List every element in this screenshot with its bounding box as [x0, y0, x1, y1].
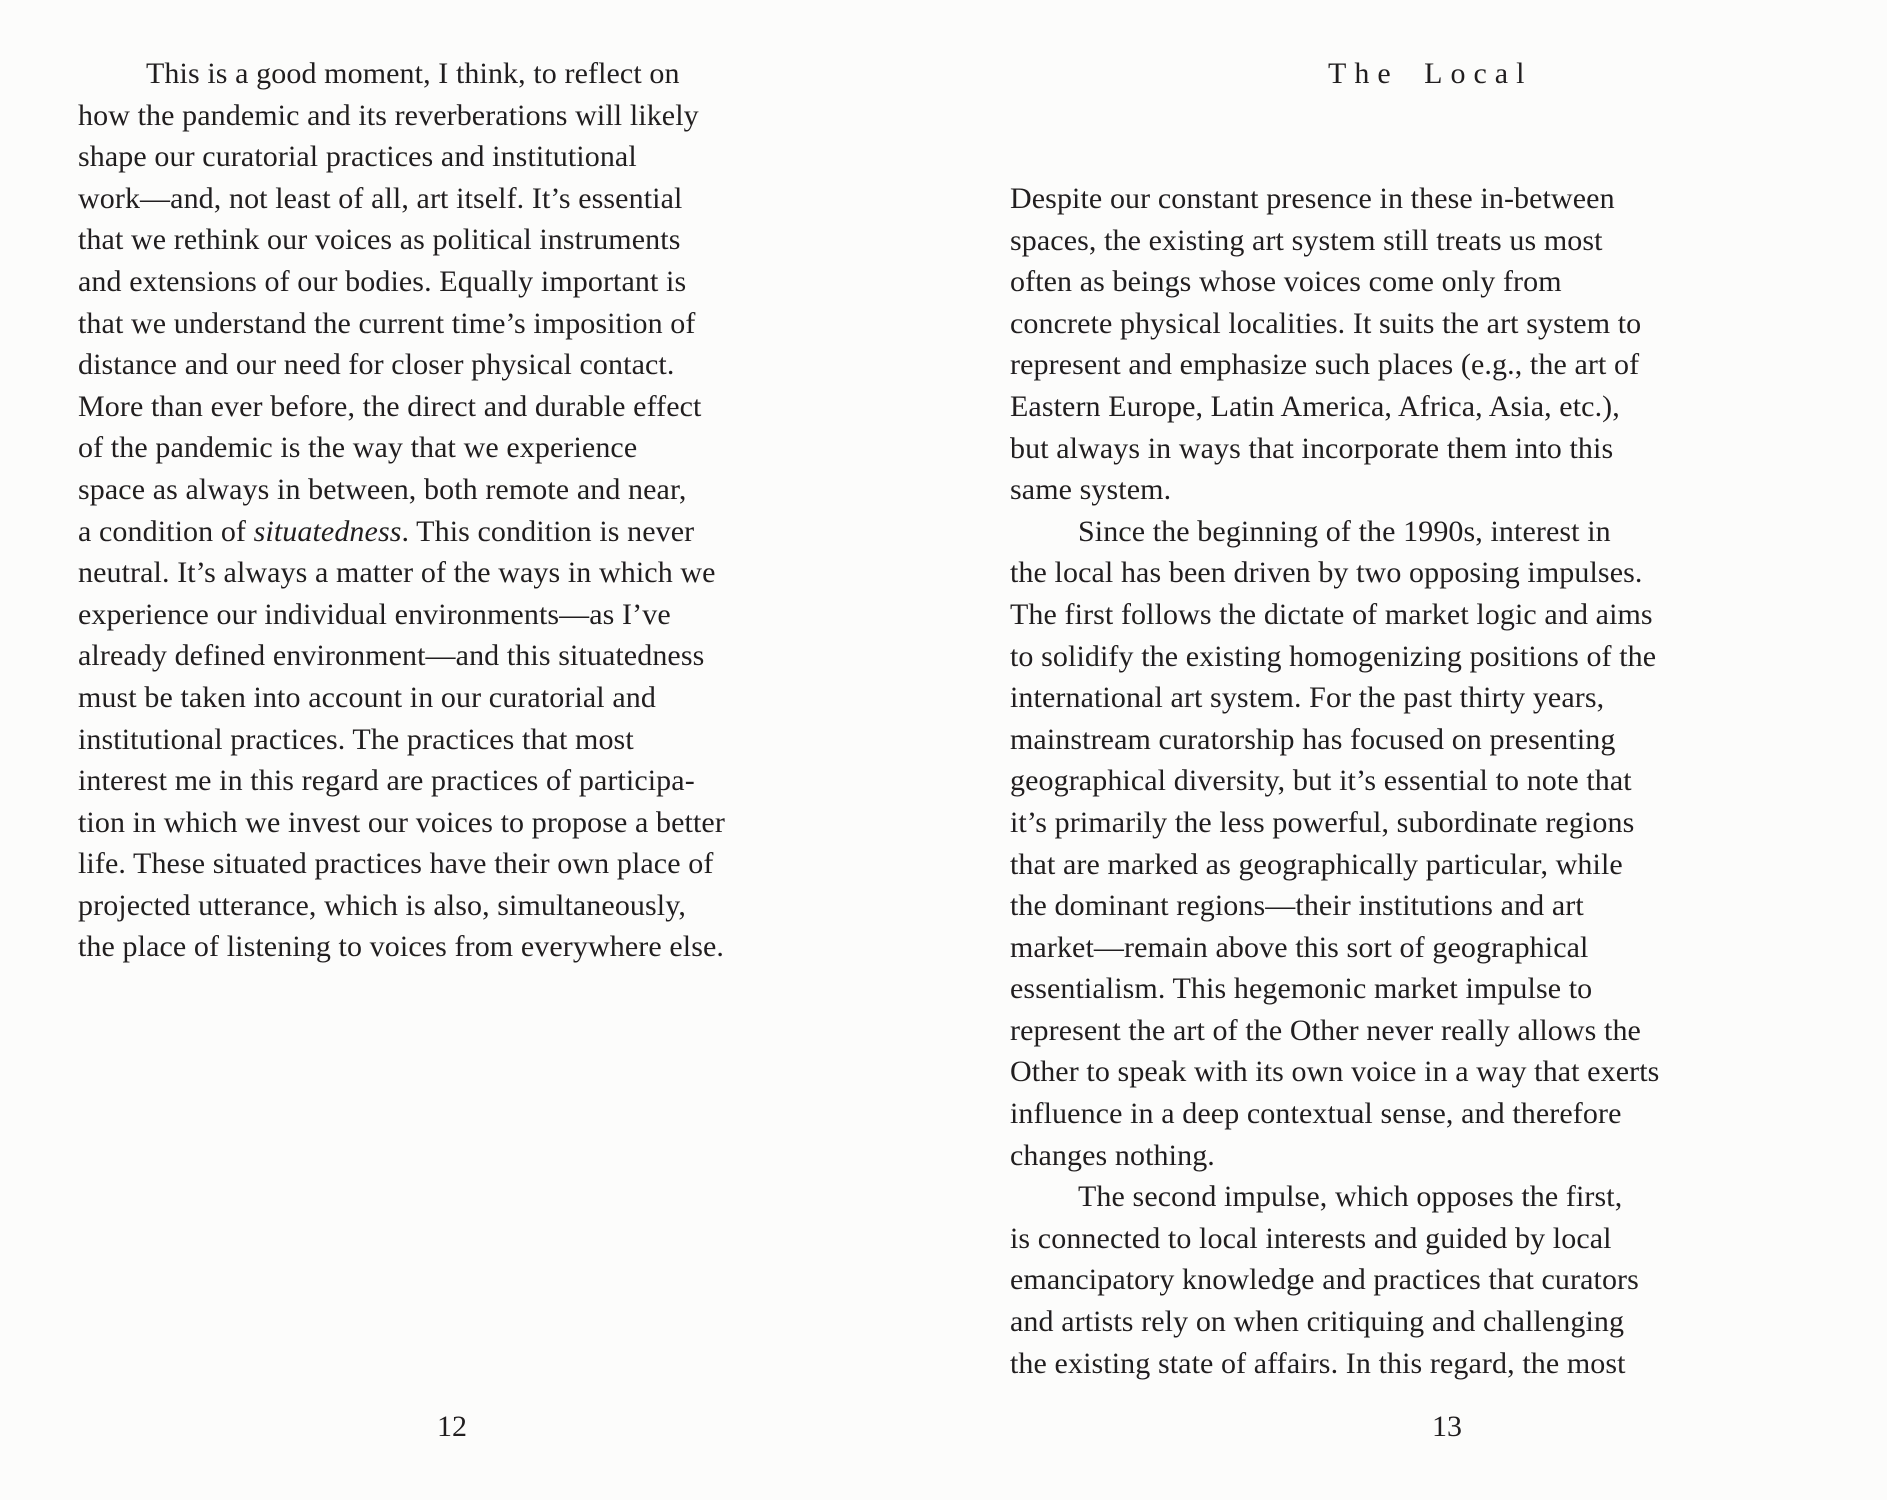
left-page-number: 12 [437, 1410, 467, 1443]
text-run: projected utterance, which is also, simultaneously, [78, 888, 686, 922]
text-run: institutional practices. The practices that most [78, 722, 634, 756]
text-line [1010, 1218, 1659, 1260]
text-line [78, 386, 725, 428]
text-line [1010, 261, 1659, 303]
text-run: the place of listening to voices from everywhere else. [78, 930, 724, 964]
text-line [78, 677, 725, 719]
text-run: More than ever before, the direct and durable effect [78, 389, 702, 423]
running-header: The Local [1328, 57, 1533, 90]
text-run: market—remain above this sort of geographical [1010, 930, 1589, 964]
text-line [78, 511, 725, 553]
text-line [1010, 178, 1659, 220]
text-line [1010, 1093, 1659, 1135]
text-run: represent and emphasize such places (e.g., the art of [1010, 348, 1640, 382]
text-run: spaces, the existing art system still treats us most [1010, 223, 1603, 257]
text-line [1010, 1051, 1659, 1093]
text-run: the existing state of affairs. In this regard, the most [1010, 1346, 1626, 1380]
text-line [1010, 1301, 1659, 1343]
text-run: experience our individual environments—as I’ve [78, 597, 671, 631]
text-line [78, 344, 725, 386]
text-line [1010, 303, 1659, 345]
text-run: shape our curatorial practices and institutional [78, 140, 637, 174]
text-run: essentialism. This hegemonic market impulse to [1010, 972, 1593, 1006]
italic-text-run: situatedness [253, 514, 402, 548]
text-run: the local has been driven by two opposing impulses. [1010, 556, 1643, 590]
text-run: same system. [1010, 473, 1172, 507]
text-line [78, 552, 725, 594]
text-line [78, 219, 725, 261]
text-run: it’s primarily the less powerful, subordinate regions [1010, 805, 1635, 839]
text-line [1010, 1343, 1659, 1385]
text-line [78, 261, 725, 303]
text-run: interest me in this regard are practices of participa- [78, 764, 695, 798]
text-run: The first follows the dictate of market logic and aims [1010, 597, 1653, 631]
text-run: . This condition is never [401, 514, 695, 548]
text-run: concrete physical localities. It suits the art system to [1010, 306, 1642, 340]
text-run: Eastern Europe, Latin America, Africa, Asia, etc.), [1010, 389, 1620, 423]
text-run: geographical diversity, but it’s essential to note that [1010, 764, 1632, 798]
text-line [78, 760, 725, 802]
text-run: represent the art of the Other never really allows the [1010, 1013, 1641, 1047]
right-page-text-column [1010, 178, 1659, 1384]
text-run: tion in which we invest our voices to propose a better [78, 805, 725, 839]
text-line [1010, 719, 1659, 761]
text-line [78, 926, 725, 968]
text-run: that we rethink our voices as political instruments [78, 223, 681, 257]
text-run: to solidify the existing homogenizing positions of the [1010, 639, 1657, 673]
text-run: changes nothing. [1010, 1138, 1215, 1172]
text-run: work—and, not least of all, art itself. It’s essential [78, 181, 683, 215]
text-run: must be taken into account in our curatorial and [78, 680, 656, 714]
text-run: but always in ways that incorporate them into this [1010, 431, 1614, 465]
text-run: and artists rely on when critiquing and challenging [1010, 1305, 1625, 1339]
text-line [1010, 594, 1659, 636]
left-page-text-column [78, 53, 725, 968]
text-line [1010, 386, 1659, 428]
text-run: that are marked as geographically particular, while [1010, 847, 1623, 881]
text-line [1010, 469, 1659, 511]
text-line [1010, 677, 1659, 719]
text-line [1010, 344, 1659, 386]
page-left [0, 0, 943, 1500]
text-run: mainstream curatorship has focused on presenting [1010, 722, 1616, 756]
text-line [1010, 844, 1659, 886]
text-line [78, 594, 725, 636]
text-line [1010, 220, 1659, 262]
text-line [1010, 1135, 1659, 1177]
text-run: emancipatory knowledge and practices that curators [1010, 1263, 1639, 1297]
text-line [1010, 968, 1659, 1010]
text-run: life. These situated practices have their own place of [78, 847, 714, 881]
text-line [78, 635, 725, 677]
right-page-number: 13 [1432, 1410, 1462, 1443]
text-line [1010, 636, 1659, 678]
text-run: influence in a deep contextual sense, and therefore [1010, 1097, 1622, 1131]
text-run: Since the beginning of the 1990s, interest in [1078, 514, 1611, 548]
text-line [78, 303, 725, 345]
text-line [1010, 428, 1659, 470]
text-line [78, 843, 725, 885]
text-line [78, 469, 725, 511]
text-line [78, 885, 725, 927]
text-line [78, 95, 725, 137]
text-run: This is a good moment, I think, to reflect on [146, 57, 680, 90]
text-run: already defined environment—and this situatedness [78, 639, 705, 673]
text-run: often as beings whose voices come only from [1010, 265, 1562, 299]
text-line [1010, 802, 1659, 844]
text-run: is connected to local interests and guided by local [1010, 1221, 1612, 1255]
text-run: The second impulse, which opposes the first, [1078, 1180, 1623, 1214]
text-run: distance and our need for closer physical contact. [78, 348, 675, 382]
text-run: how the pandemic and its reverberations will likely [78, 98, 699, 132]
text-run: Other to speak with its own voice in a way that exerts [1010, 1055, 1660, 1089]
text-line [1010, 1176, 1659, 1218]
text-line [78, 427, 725, 469]
text-run: that we understand the current time’s imposition of [78, 306, 696, 340]
text-line [1010, 511, 1659, 553]
text-line [1010, 1259, 1659, 1301]
page-right [943, 0, 1887, 1500]
text-run: a condition of [78, 514, 254, 548]
text-run: the dominant regions—their institutions and art [1010, 889, 1584, 923]
text-line [78, 53, 725, 95]
text-run: of the pandemic is the way that we experience [78, 431, 638, 465]
text-line [78, 136, 725, 178]
text-line [1010, 885, 1659, 927]
text-run: Despite our constant presence in these in-between [1010, 182, 1615, 215]
text-run: international art system. For the past thirty years, [1010, 681, 1605, 715]
text-line [1010, 1010, 1659, 1052]
text-run: and extensions of our bodies. Equally important is [78, 264, 687, 298]
text-line [78, 719, 725, 761]
text-line [1010, 927, 1659, 969]
text-run: space as always in between, both remote and near, [78, 472, 687, 506]
text-line [78, 178, 725, 220]
text-line [1010, 760, 1659, 802]
text-line [78, 802, 725, 844]
text-run: neutral. It’s always a matter of the ways in which we [78, 556, 716, 590]
text-line [1010, 552, 1659, 594]
